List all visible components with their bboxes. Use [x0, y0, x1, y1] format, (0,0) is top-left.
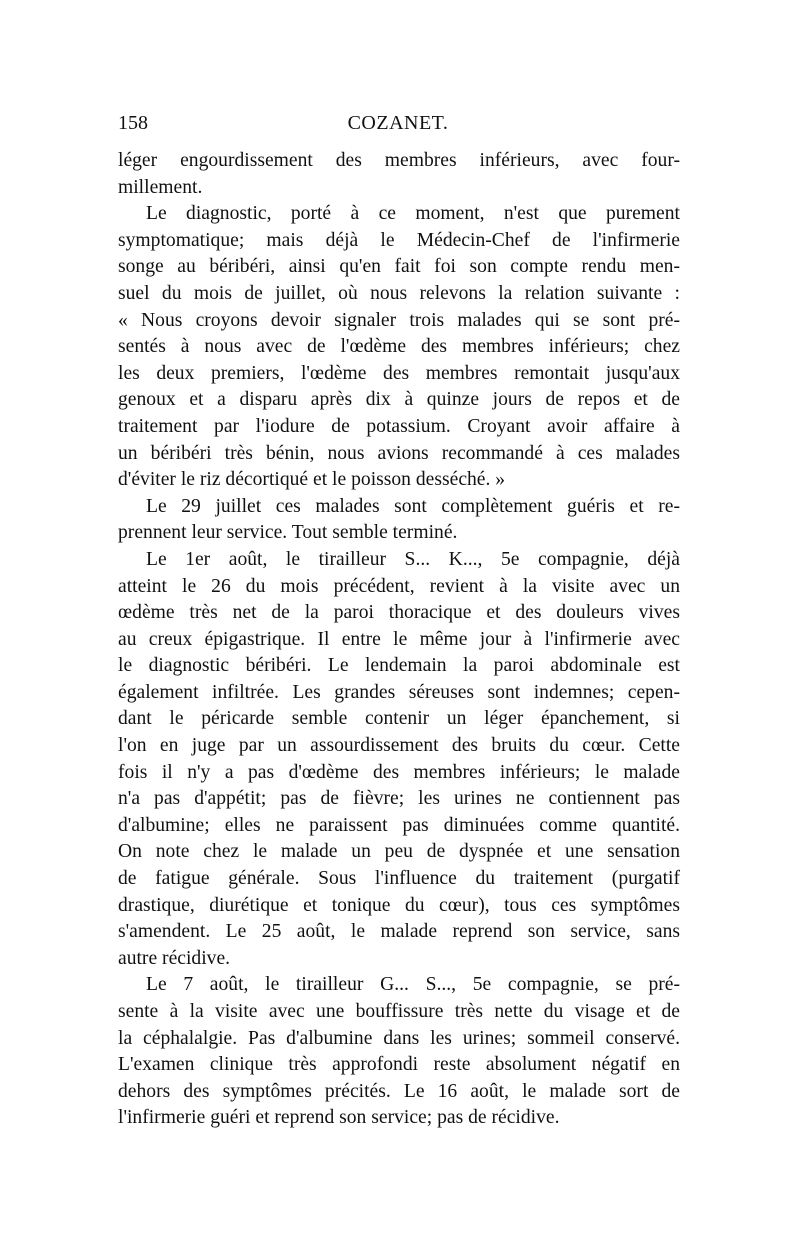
text-line: songe au béribéri, ainsi qu'en fait foi son compte rendu men- [118, 256, 680, 278]
paragraph [118, 547, 680, 973]
page-number: 158 [118, 112, 148, 134]
paragraph [118, 201, 680, 494]
text-line: Le 7 août, le tirailleur G... S..., 5e compagnie, se pré- [146, 974, 680, 996]
text-line: suel du mois de juillet, où nous relevons la relation suivante : [118, 282, 680, 304]
text-line: fois il n'y a pas d'œdème des membres inférieurs; le malade [118, 761, 680, 783]
text-line: un béribéri très bénin, nous avions recommandé à ces malades [118, 442, 680, 464]
text-line: Le diagnostic, porté à ce moment, n'est que purement [146, 203, 680, 225]
text-line: prennent leur service. Tout semble terminé. [118, 522, 458, 544]
text-line: autre récidive. [118, 947, 231, 969]
text-line: d'albumine; elles ne paraissent pas diminuées comme quantité. [118, 814, 680, 836]
paragraph [118, 494, 680, 547]
page-header [118, 112, 678, 142]
text-line: de fatigue générale. Sous l'influence du traitement (purgatif [118, 868, 680, 890]
body-text [118, 148, 680, 1132]
text-line: au creux épigastrique. Il entre le même jour à l'infirmerie avec [118, 628, 680, 650]
text-line: n'a pas d'appétit; pas de fièvre; les urines ne contiennent pas [118, 788, 680, 810]
text-line: sentés à nous avec de l'œdème des membres inférieurs; chez [118, 336, 680, 358]
text-line: Le 1er août, le tirailleur S... K..., 5e compagnie, déjà [146, 548, 680, 570]
text-line: traitement par l'iodure de potassium. Croyant avoir affaire à [118, 415, 680, 437]
running-head: COZANET. [347, 112, 449, 134]
text-line: Le 29 juillet ces malades sont complètement guéris et re- [146, 495, 680, 517]
text-line: « Nous croyons devoir signaler trois malades qui se sont pré- [118, 309, 680, 331]
text-line: l'on en juge par un assourdissement des bruits du cœur. Cette [118, 735, 680, 757]
text-line: L'examen clinique très approfondi reste absolument négatif en [118, 1054, 680, 1076]
text-line: dehors des symptômes précités. Le 16 août, le malade sort de [118, 1080, 680, 1102]
text-line: œdème très net de la paroi thoracique et des douleurs vives [118, 602, 680, 624]
text-line: symptomatique; mais déjà le Médecin-Chef de l'infirmerie [118, 229, 680, 251]
paragraph [118, 148, 680, 201]
text-line: drastique, diurétique et tonique du cœur), tous ces symptômes [118, 894, 680, 916]
text-line: s'amendent. Le 25 août, le malade reprend son service, sans [118, 921, 680, 943]
text-line: On note chez le malade un peu de dyspnée et une sensation [118, 841, 680, 863]
text-line: également infiltrée. Les grandes séreuses sont indemnes; cepen- [118, 681, 680, 703]
text-line: millement. [118, 176, 203, 198]
text-line: atteint le 26 du mois précédent, revient à la visite avec un [118, 575, 680, 597]
text-line: sente à la visite avec une bouffissure très nette du visage et de [118, 1001, 680, 1022]
text-line: le diagnostic béribéri. Le lendemain la paroi abdominale est [118, 655, 680, 677]
text-line: genoux et a disparu après dix à quinze jours de repos et de [118, 389, 680, 411]
text-line: d'éviter le riz décortiqué et le poisson desséché. » [118, 469, 506, 491]
paragraph [118, 972, 680, 1132]
text-line: la céphalalgie. Pas d'albumine dans les urines; sommeil conservé. [118, 1027, 680, 1049]
text-line: les deux premiers, l'œdème des membres remontait jusqu'aux [118, 362, 680, 384]
text-line: dant le péricarde semble contenir un léger épanchement, si [118, 708, 680, 730]
text-line: léger engourdissement des membres inférieurs, avec four- [118, 150, 680, 171]
text-line: l'infirmerie guéri et reprend son service; pas de récidive. [118, 1107, 560, 1129]
